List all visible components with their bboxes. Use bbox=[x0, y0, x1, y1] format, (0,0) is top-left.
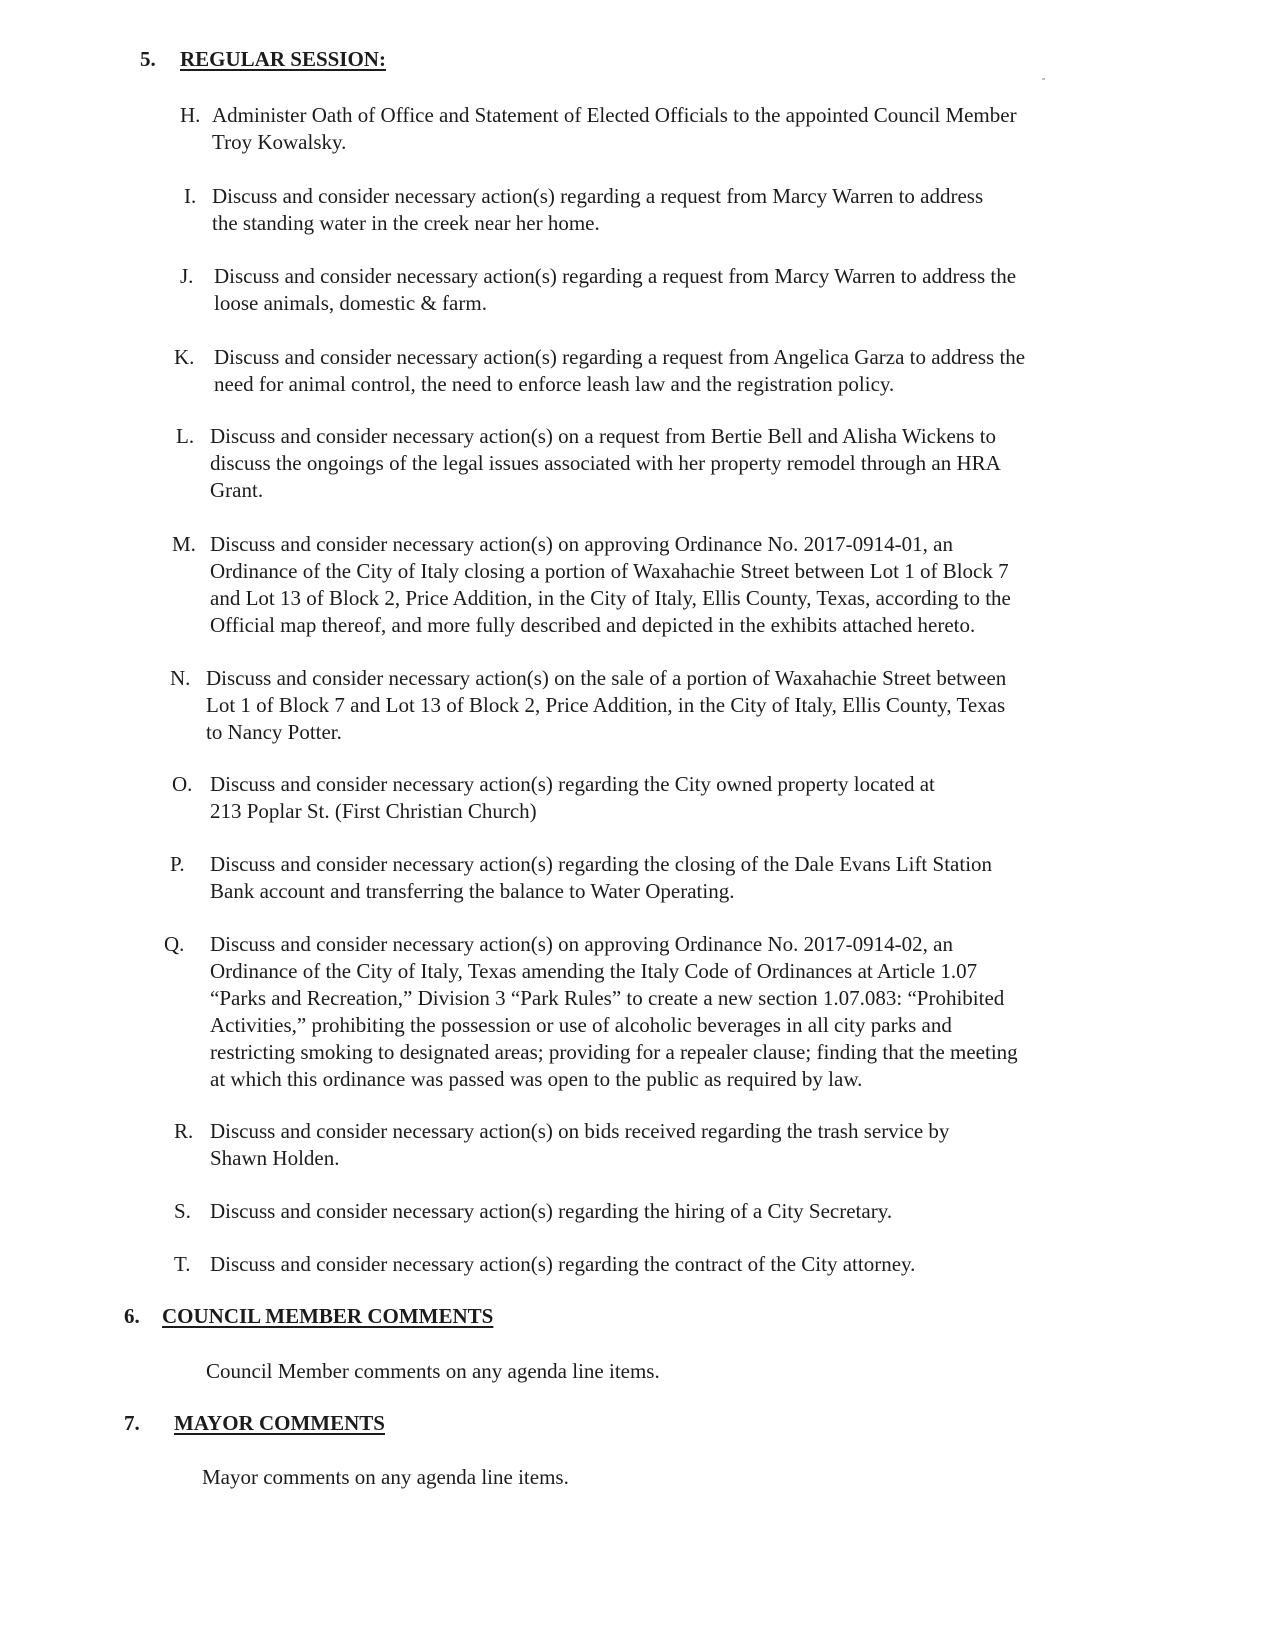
item-text: Discuss and consider necessary action(s) regarding a request from Marcy Warren to address the loose animals, domestic & farm. bbox=[214, 264, 1017, 315]
item-letter: M. bbox=[172, 532, 196, 556]
section-5-heading bbox=[140, 46, 386, 73]
item-text: Discuss and consider necessary action(s) regarding a request from Angelica Garza to address the need for animal control, the need to enforce leash law and the registration policy. bbox=[214, 345, 1026, 396]
scan-speck bbox=[1042, 78, 1045, 80]
item-text: Discuss and consider necessary action(s) regarding a request from Marcy Warren to address the standing water in the creek near her home. bbox=[212, 184, 984, 235]
item-letter: S. bbox=[174, 1199, 191, 1223]
item-letter: J. bbox=[180, 264, 194, 288]
section-7-body: Mayor comments on any agenda line items. bbox=[202, 1465, 569, 1489]
section-6-heading bbox=[124, 1303, 493, 1330]
item-letter: P. bbox=[170, 852, 185, 876]
item-letter: N. bbox=[170, 666, 191, 690]
section-7-heading bbox=[124, 1410, 385, 1437]
item-text: Discuss and consider necessary action(s) regarding the hiring of a City Secretary. bbox=[210, 1199, 893, 1223]
item-letter: R. bbox=[174, 1119, 194, 1143]
item-letter: T. bbox=[174, 1252, 191, 1276]
section-6-body: Council Member comments on any agenda line items. bbox=[206, 1359, 660, 1383]
section-7-title: MAYOR COMMENTS bbox=[174, 1411, 385, 1435]
item-text: Discuss and consider necessary action(s) on bids received regarding the trash service by Shawn Holden. bbox=[210, 1119, 950, 1170]
section-5-title: REGULAR SESSION: bbox=[180, 47, 386, 71]
item-text: Discuss and consider necessary action(s) on a request from Bertie Bell and Alisha Wickens to discuss the ongoings of the legal issues associated with her property remodel through an HRA Grant. bbox=[210, 424, 1001, 502]
item-letter: Q. bbox=[164, 932, 185, 956]
section-5-number: 5. bbox=[140, 47, 156, 71]
item-letter: I. bbox=[184, 184, 197, 208]
item-text: Discuss and consider necessary action(s) regarding the contract of the City attorney. bbox=[210, 1252, 916, 1276]
section-6-title: COUNCIL MEMBER COMMENTS bbox=[162, 1304, 494, 1328]
item-text: Discuss and consider necessary action(s) regarding the closing of the Dale Evans Lift Station Bank account and transferring the balance to Water Operating. bbox=[210, 852, 993, 903]
item-text: Discuss and consider necessary action(s) regarding the City owned property located at 213 Poplar St. (First Christian Church) bbox=[210, 772, 935, 823]
item-text: Administer Oath of Office and Statement of Elected Officials to the appointed Council Member Troy Kowalsky. bbox=[212, 103, 1017, 154]
item-text: Discuss and consider necessary action(s) on approving Ordinance No. 2017-0914-01, an Ordinance of the City of Italy closing a portion of Waxahachie Street between Lot 1 of Block 7 and Lot 13 of Block 2, Price Addition, in the City of Italy, Ellis County, Texas, according to the Official map thereof, and more fully described and depicted in the exhibits attached hereto. bbox=[210, 532, 1011, 637]
item-letter: K. bbox=[174, 345, 195, 369]
item-text: Discuss and consider necessary action(s) on the sale of a portion of Waxahachie Street between Lot 1 of Block 7 and Lot 13 of Block 2, Price Addition, in the City of Italy, Ellis County, Texas to Nancy Potter. bbox=[206, 666, 1007, 744]
section-7-number: 7. bbox=[124, 1411, 140, 1435]
item-letter: H. bbox=[180, 103, 201, 127]
section-6-number: 6. bbox=[124, 1304, 140, 1328]
item-letter: L. bbox=[176, 424, 195, 448]
item-letter: O. bbox=[172, 772, 193, 796]
item-text: Discuss and consider necessary action(s) on approving Ordinance No. 2017-0914-02, an Ordinance of the City of Italy, Texas amending the Italy Code of Ordinances at Article 1.07 “Parks and Recreation,” Division 3 “Park Rules” to create a new section 1.07.083: “Prohibited Activities,” prohibiting the possession or use of alcoholic beverages in all city parks and restricting smoking to designated areas; providing for a repealer clause; finding that the meeting at which this ordinance was passed was open to the public as required by law. bbox=[210, 932, 1018, 1091]
